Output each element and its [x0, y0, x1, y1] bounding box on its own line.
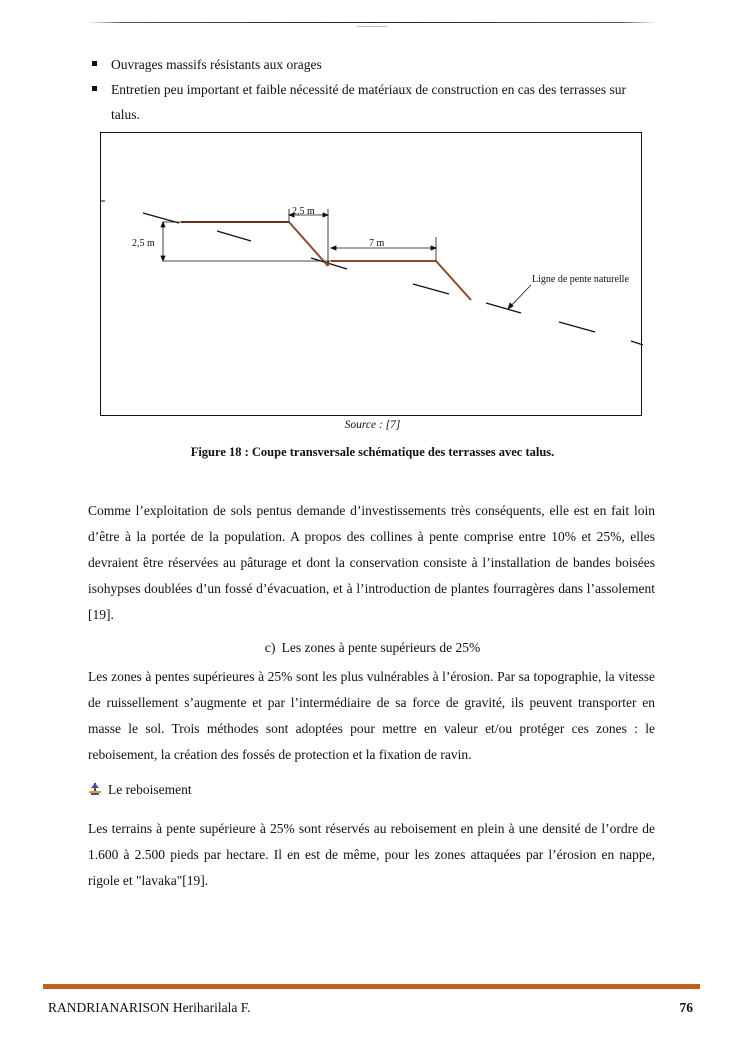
section-heading	[0, 640, 745, 657]
page-number: 76	[679, 1000, 693, 1015]
figure-source: Source : [7]	[344, 419, 401, 431]
subheading-reforestation	[88, 780, 192, 802]
terrace-diagram	[101, 133, 643, 417]
lower-terrace	[331, 261, 471, 300]
square-bullet-icon	[92, 86, 97, 91]
header-rule-mark	[357, 26, 387, 27]
list-item-text: Entretien peu important et faible nécessité de matériaux de construction en cas des terrasses sur talus.	[111, 82, 627, 122]
arrow-bullet-icon	[88, 782, 102, 802]
footer-rule	[43, 984, 700, 989]
subheading-text: Le reboisement	[108, 782, 192, 797]
label-riser-width: 2,5 m	[292, 206, 315, 217]
upper-terrace	[181, 222, 328, 266]
footer-author: RANDRIANARISON Heriharilala F.	[48, 1000, 251, 1015]
paragraph-moderate-slopes: Comme l’exploitation de sols pentus demande d’investissements très conséquents, elle est en fait loin d’être à la portée de la population. A propos des collines à pente comprise entre 10% et 25%, elles devraient être réservées au pâturage et dont la conservation consiste à l’installation de bandes boisées isohypses doublées d’un fossé d’évacuation, et à l’introduction de plantes fourragères dans l’assolement [19].	[88, 503, 655, 622]
advantages-list	[88, 52, 656, 127]
header-rule	[88, 22, 656, 23]
paragraph-reforestation: Les terrains à pente supérieure à 25% sont réservés au reboisement en plein à une densité de l’ordre de 1.600 à 2.500 pieds par hectare. Il en est de même, pour les zones attaquées par l’érosion en nappe, rigole et "lavaka"[19].	[88, 821, 655, 888]
dimension-riser-width	[289, 209, 328, 263]
section-title: Les zones à pente supérieurs de 25%	[281, 640, 481, 655]
square-bullet-icon	[92, 61, 97, 66]
label-natural-slope: Ligne de pente naturelle	[532, 274, 629, 285]
list-item	[88, 77, 656, 127]
list-item-text: Ouvrages massifs résistants aux orages	[111, 57, 322, 72]
label-riser-height: 2,5 m	[132, 238, 155, 249]
terrace-cross-section-figure	[100, 132, 642, 416]
list-item	[88, 52, 656, 77]
figure-caption: Figure 18 : Coupe transversale schématique des terrasses avec talus.	[190, 445, 555, 459]
section-letter: c)	[264, 641, 276, 656]
natural-slope-pointer	[508, 285, 531, 309]
paragraph-steep-slopes: Les zones à pentes supérieures à 25% sont les plus vulnérables à l’érosion. Par sa topographie, la vitesse de ruissellement s’augmente et par l’intermédiaire de sa force de gravité, ils peuvent transporter en masse le sol. Trois méthodes sont adoptées pour mettre en valeur et/ou protéger ces zones : le reboisement, la création des fossés de protection et la fixation de ravin.	[88, 669, 655, 762]
label-terrace-width: 7 m	[369, 238, 385, 249]
